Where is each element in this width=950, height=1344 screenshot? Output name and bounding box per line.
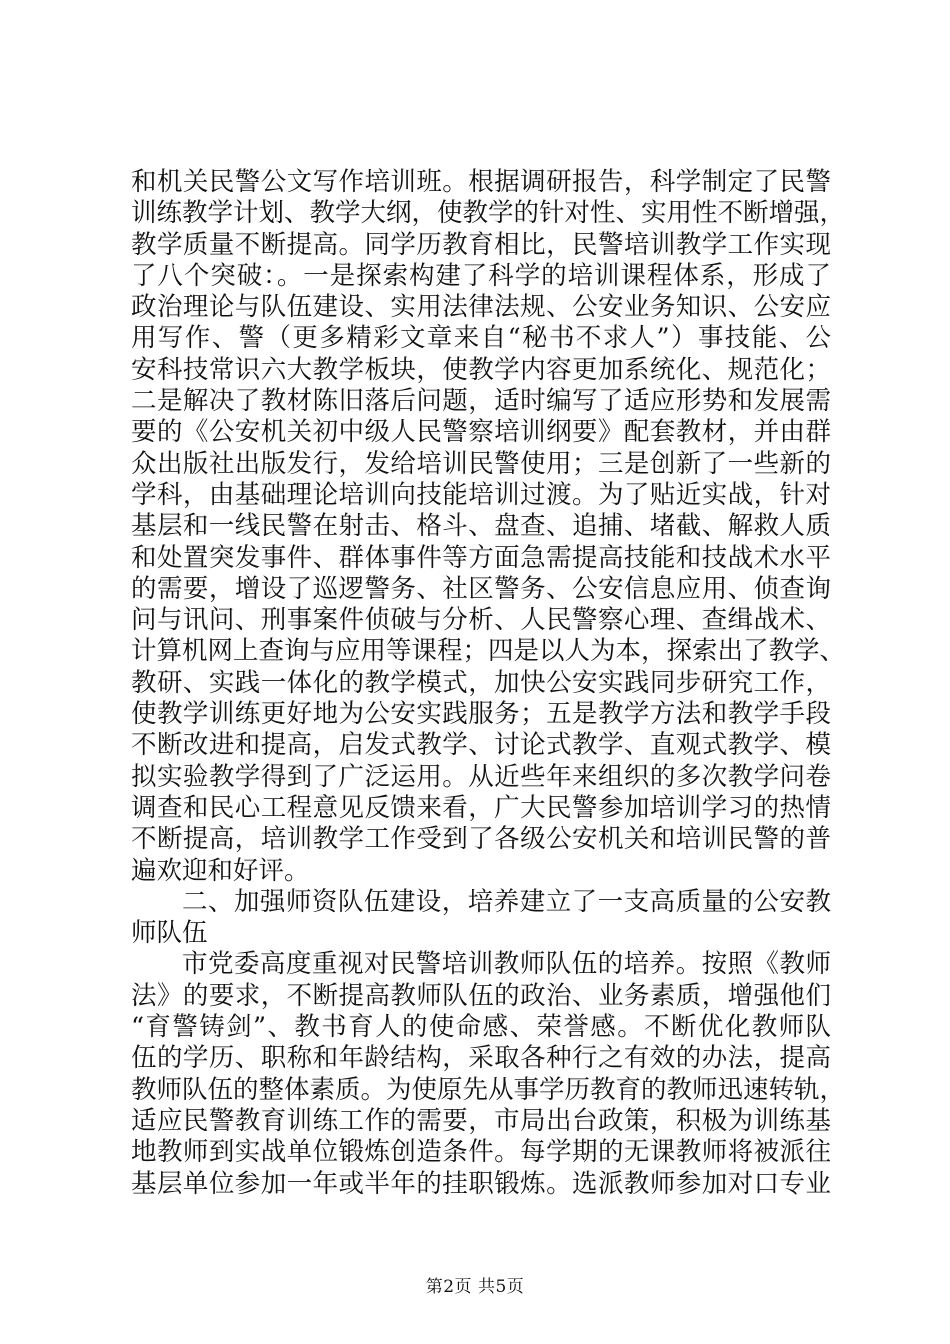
text-line: 二是解决了教材陈旧落后问题，适时编写了适应形势和发展需 xyxy=(131,386,831,417)
text-line: 和处置突发事件、群体事件等方面急需提高技能和技战术水平 xyxy=(131,542,831,573)
text-line: 不断改进和提高，启发式教学、讨论式教学、直观式教学、模 xyxy=(131,730,831,761)
text-line: 适应民警教育训练工作的需要，市局出台政策，积极为训练基 xyxy=(131,1105,831,1136)
text-line: 计算机网上查询与应用等课程；四是以人为本，探索出了教学、 xyxy=(131,636,846,667)
text-line: 市党委高度重视对民警培训教师队伍的培养。按照《教师 xyxy=(182,949,831,980)
text-line: 教研、实践一体化的教学模式，加快公安实践同步研究工作， xyxy=(131,667,831,698)
section-heading-line: 师队伍 xyxy=(131,918,208,949)
text-line: 的需要，增设了巡逻警务、社区警务、公安信息应用、侦查询 xyxy=(131,573,831,604)
text-line: 要的《公安机关初中级人民警察培训纲要》配套教材，并由群 xyxy=(131,417,831,448)
text-line: 地教师到实战单位锻炼创造条件。每学期的无课教师将被派往 xyxy=(131,1137,831,1168)
text-line: “育警铸剑”、教书育人的使命感、荣誉感。不断优化教师队 xyxy=(131,1012,831,1043)
page-number: 第2页 共5页 xyxy=(425,1277,525,1297)
text-line: 伍的学历、职称和年龄结构，采取各种行之有效的办法，提高 xyxy=(131,1043,831,1074)
text-line: 教师队伍的整体素质。为使原先从事学历教育的教师迅速转轨， xyxy=(131,1074,846,1105)
text-line: 训练教学计划、教学大纲，使教学的针对性、实用性不断增强， xyxy=(131,198,846,229)
text-line: 用写作、警（更多精彩文章来自“秘书不求人”）事技能、公 xyxy=(131,323,831,354)
text-line: 不断提高，培训教学工作受到了各级公安机关和培训民警的普 xyxy=(131,824,831,855)
text-line: 政治理论与队伍建设、实用法律法规、公安业务知识、公安应 xyxy=(131,292,831,323)
text-line: 安科技常识六大教学板块，使教学内容更加系统化、规范化； xyxy=(131,354,831,385)
text-line: 学科，由基础理论培训向技能培训过渡。为了贴近实战，针对 xyxy=(131,479,831,510)
text-line: 法》的要求，不断提高教师队伍的政治、业务素质，增强他们 xyxy=(131,980,831,1011)
text-line: 基层单位参加一年或半年的挂职锻炼。选派教师参加对口专业 xyxy=(131,1168,831,1199)
section-heading-line: 二、加强师资队伍建设，培养建立了一支高质量的公安教 xyxy=(182,886,831,917)
text-line: 教学质量不断提高。同学历教育相比，民警培训教学工作实现 xyxy=(131,229,831,260)
text-line: 了八个突破：。一是探索构建了科学的培训课程体系，形成了 xyxy=(131,260,831,291)
text-line: 遍欢迎和好评。 xyxy=(131,855,310,886)
text-line: 基层和一线民警在射击、格斗、盘查、追捕、堵截、解救人质 xyxy=(131,511,831,542)
text-line: 拟实验教学得到了广泛运用。从近些年来组织的多次教学问卷 xyxy=(131,761,831,792)
text-line: 使教学训练更好地为公安实践服务；五是教学方法和教学手段 xyxy=(131,699,831,730)
text-line: 众出版社出版发行，发给培训民警使用；三是创新了一些新的 xyxy=(131,448,831,479)
text-line: 和机关民警公文写作培训班。根据调研报告，科学制定了民警 xyxy=(131,167,831,197)
text-line: 调查和民心工程意见反馈来看，广大民警参加培训学习的热情 xyxy=(131,792,831,823)
body-text xyxy=(131,167,846,1200)
text-line: 问与讯问、刑事案件侦破与分析、人民警察心理、查缉战术、 xyxy=(131,605,831,636)
